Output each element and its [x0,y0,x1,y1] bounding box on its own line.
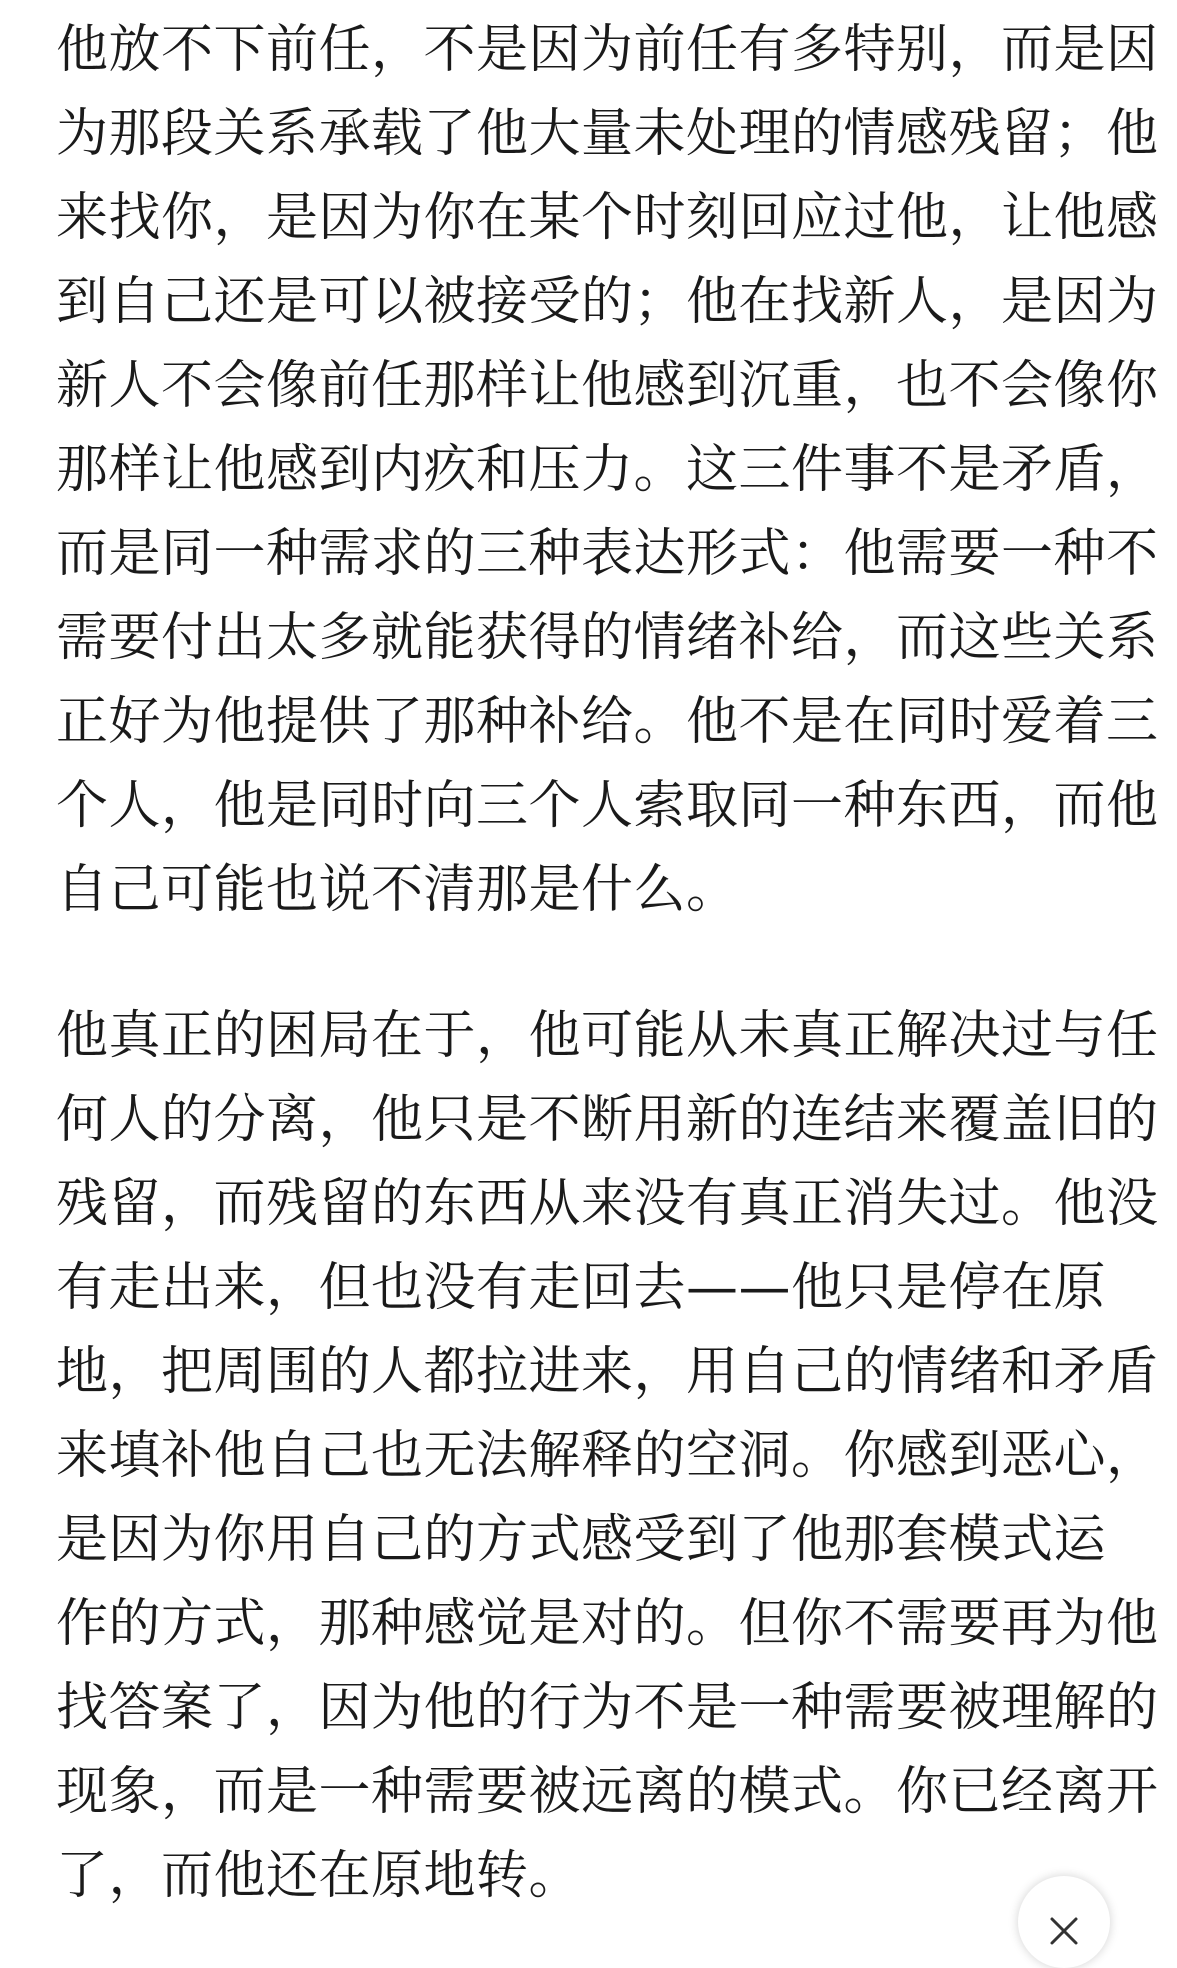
text-line: 现象，而是一种需要被远离的模式。你已经离开 [56,1762,1159,1822]
text-line: 作的方式，那种感觉是对的。但你不需要再为他 [56,1594,1159,1654]
text-line: 到自己还是可以被接受的；他在找新人，是因为 [56,272,1159,332]
text-line: 他真正的困局在于，他可能从未真正解决过与任 [56,1006,1159,1066]
text-line: 残留，而残留的东西从来没有真正消失过。他没 [56,1174,1159,1234]
text-line: 来找你，是因为你在某个时刻回应过他，让他感 [56,188,1159,248]
text-line: 找答案了，因为他的行为不是一种需要被理解的 [56,1678,1159,1738]
text-line: 为那段关系承载了他大量未处理的情感残留；他 [56,104,1159,164]
text-line: 有走出来，但也没有走回去——他只是停在原 [56,1258,1107,1318]
text-line: 需要付出太多就能获得的情绪补给，而这些关系 [56,608,1159,668]
text-line: 何人的分离，他只是不断用新的连结来覆盖旧的 [56,1090,1159,1150]
text-line: 了，而他还在原地转。 [56,1846,582,1906]
text-line: 自己可能也说不清那是什么。 [56,860,739,920]
text-line: 个人，他是同时向三个人索取同一种东西，而他 [56,776,1159,836]
text-line: 新人不会像前任那样让他感到沉重，也不会像你 [56,356,1159,416]
close-icon [1049,1916,1079,1946]
text-line: 来填补他自己也无法解释的空洞。你感到恶心， [56,1426,1159,1486]
close-button[interactable] [1018,1876,1110,1968]
text-line: 而是同一种需求的三种表达形式：他需要一种不 [56,524,1159,584]
text-line: 地，把周围的人都拉进来，用自己的情绪和矛盾 [56,1342,1159,1402]
text-line: 是因为你用自己的方式感受到了他那套模式运 [56,1510,1107,1570]
text-line: 那样让他感到内疚和压力。这三件事不是矛盾， [56,440,1159,500]
text-line: 正好为他提供了那种补给。他不是在同时爱着三 [56,692,1159,752]
text-line: 他放不下前任，不是因为前任有多特别，而是因 [56,20,1159,80]
